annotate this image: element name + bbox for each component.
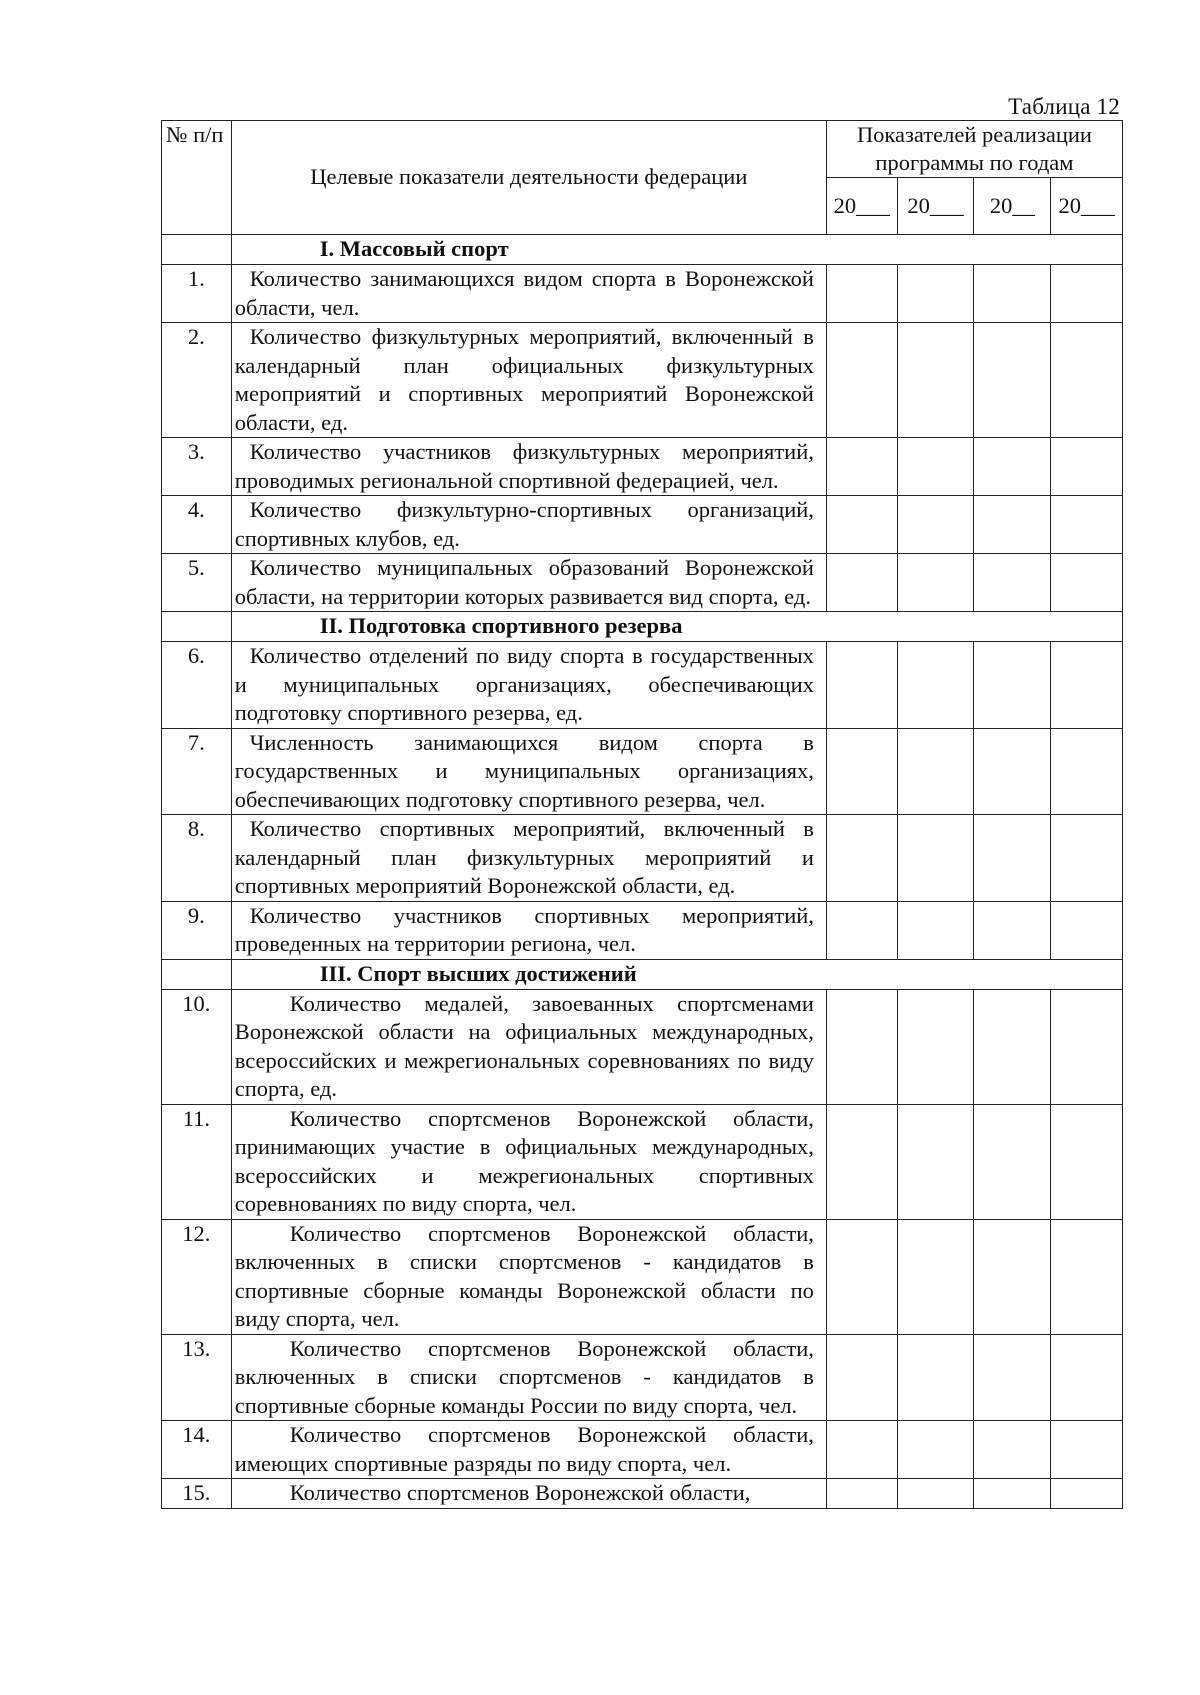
table-row xyxy=(162,323,1123,438)
table-row xyxy=(162,1334,1123,1421)
row-number: 14. xyxy=(162,1421,232,1479)
header-indicators: Целевые показатели деятельности федерации xyxy=(231,121,826,235)
year-value-cell xyxy=(1051,728,1123,815)
year-value-cell xyxy=(826,265,897,323)
year-value-cell xyxy=(1051,1219,1123,1334)
year-value-cell xyxy=(826,554,897,612)
year-value-cell xyxy=(1051,323,1123,438)
year-value-cell xyxy=(826,1421,897,1479)
section-row xyxy=(162,612,1123,642)
row-number: 3. xyxy=(162,438,232,496)
table-row xyxy=(162,1479,1123,1509)
table-row xyxy=(162,496,1123,554)
table-row xyxy=(162,1219,1123,1334)
year-value-cell xyxy=(897,1104,974,1219)
section-title: II. Подготовка спортивного резерва xyxy=(231,612,1122,642)
year-value-cell xyxy=(826,728,897,815)
table-row xyxy=(162,1104,1123,1219)
year-value-cell xyxy=(1051,1104,1123,1219)
table-header xyxy=(162,121,1123,235)
row-description: Количество отделений по виду спорта в государственных и муниципальных организациях, обеспечивающих подготовку спортивного резерва, ед. xyxy=(231,642,826,729)
year-value-cell xyxy=(897,1479,974,1509)
year-value-cell xyxy=(974,1334,1051,1421)
row-number: 12. xyxy=(162,1219,232,1334)
year-value-cell xyxy=(826,642,897,729)
year-value-cell xyxy=(897,815,974,902)
year-value-cell xyxy=(1051,1421,1123,1479)
year-value-cell xyxy=(1051,1334,1123,1421)
year-value-cell xyxy=(974,1219,1051,1334)
header-num: № п/п xyxy=(162,121,232,235)
row-number: 4. xyxy=(162,496,232,554)
table-row xyxy=(162,1421,1123,1479)
section-row xyxy=(162,235,1123,265)
section-title: III. Спорт высших достижений xyxy=(231,959,1122,989)
row-description: Количество спортсменов Воронежской области, xyxy=(231,1479,826,1509)
header-years-group: Показателей реализации программы по годам xyxy=(826,121,1122,178)
section-num-cell xyxy=(162,235,232,265)
row-description: Количество муниципальных образований Воронежской области, на территории которых развивается вид спорта, ед. xyxy=(231,554,826,612)
indicators-table xyxy=(161,120,1123,1509)
year-value-cell xyxy=(974,438,1051,496)
year-value-cell xyxy=(1051,1479,1123,1509)
row-description: Количество спортсменов Воронежской области, принимающих участие в официальных международных, всероссийских и межрегиональных спортивных соревнованиях по виду спорта, чел. xyxy=(231,1104,826,1219)
row-description: Количество физкультурных мероприятий, включенный в календарный план официальных физкультурных мероприятий и спортивных мероприятий Воронежской области, ед. xyxy=(231,323,826,438)
section-num-cell xyxy=(162,612,232,642)
row-description: Количество спортивных мероприятий, включенный в календарный план физкультурных мероприятий и спортивных мероприятий Воронежской области, ед. xyxy=(231,815,826,902)
year-value-cell xyxy=(974,989,1051,1104)
row-description: Количество участников физкультурных мероприятий, проводимых региональной спортивной федерацией, чел. xyxy=(231,438,826,496)
year-value-cell xyxy=(897,989,974,1104)
year-value-cell xyxy=(974,642,1051,729)
row-description: Количество спортсменов Воронежской области, включенных в списки спортсменов - кандидатов в спортивные сборные команды России по виду спорта, чел. xyxy=(231,1334,826,1421)
year-value-cell xyxy=(1051,554,1123,612)
year-value-cell xyxy=(897,1334,974,1421)
table-body xyxy=(162,235,1123,1509)
table-row xyxy=(162,642,1123,729)
header-year: 20___ xyxy=(897,178,974,235)
section-title: I. Массовый спорт xyxy=(231,235,1122,265)
year-value-cell xyxy=(974,323,1051,438)
year-value-cell xyxy=(974,554,1051,612)
year-value-cell xyxy=(826,815,897,902)
year-value-cell xyxy=(826,989,897,1104)
year-value-cell xyxy=(897,728,974,815)
year-value-cell xyxy=(897,265,974,323)
year-value-cell xyxy=(826,323,897,438)
year-value-cell xyxy=(1051,642,1123,729)
table-row xyxy=(162,815,1123,902)
year-value-cell xyxy=(974,1421,1051,1479)
header-year: 20___ xyxy=(826,178,897,235)
year-value-cell xyxy=(1051,438,1123,496)
year-value-cell xyxy=(897,438,974,496)
row-number: 8. xyxy=(162,815,232,902)
year-value-cell xyxy=(826,1219,897,1334)
year-value-cell xyxy=(974,265,1051,323)
table-caption: Таблица 12 xyxy=(1008,94,1120,119)
row-description: Количество физкультурно-спортивных организаций, спортивных клубов, ед. xyxy=(231,496,826,554)
year-value-cell xyxy=(974,496,1051,554)
year-value-cell xyxy=(1051,496,1123,554)
row-number: 6. xyxy=(162,642,232,729)
section-num-cell xyxy=(162,959,232,989)
table-row xyxy=(162,438,1123,496)
row-description: Количество спортсменов Воронежской области, включенных в списки спортсменов - кандидатов в спортивные сборные команды Воронежской области по виду спорта, чел. xyxy=(231,1219,826,1334)
row-description: Численность занимающихся видом спорта в государственных и муниципальных организациях, обеспечивающих подготовку спортивного резерва, чел. xyxy=(231,728,826,815)
section-row xyxy=(162,959,1123,989)
header-year: 20__ xyxy=(974,178,1051,235)
row-description: Количество спортсменов Воронежской области, имеющих спортивные разряды по виду спорта, чел. xyxy=(231,1421,826,1479)
row-description: Количество участников спортивных мероприятий, проведенных на территории региона, чел. xyxy=(231,901,826,959)
table-row xyxy=(162,989,1123,1104)
year-value-cell xyxy=(897,496,974,554)
table-row xyxy=(162,265,1123,323)
row-number: 2. xyxy=(162,323,232,438)
year-value-cell xyxy=(897,554,974,612)
row-description: Количество занимающихся видом спорта в Воронежской области, чел. xyxy=(231,265,826,323)
year-value-cell xyxy=(897,1219,974,1334)
year-value-cell xyxy=(826,1104,897,1219)
row-number: 10. xyxy=(162,989,232,1104)
header-year: 20___ xyxy=(1051,178,1123,235)
year-value-cell xyxy=(974,815,1051,902)
year-value-cell xyxy=(826,1479,897,1509)
year-value-cell xyxy=(897,901,974,959)
year-value-cell xyxy=(1051,265,1123,323)
year-value-cell xyxy=(974,901,1051,959)
year-value-cell xyxy=(1051,815,1123,902)
year-value-cell xyxy=(1051,989,1123,1104)
table-row xyxy=(162,901,1123,959)
row-number: 5. xyxy=(162,554,232,612)
year-value-cell xyxy=(897,1421,974,1479)
row-number: 15. xyxy=(162,1479,232,1509)
row-number: 13. xyxy=(162,1334,232,1421)
row-number: 9. xyxy=(162,901,232,959)
table-row xyxy=(162,728,1123,815)
year-value-cell xyxy=(974,728,1051,815)
year-value-cell xyxy=(826,496,897,554)
year-value-cell xyxy=(826,438,897,496)
row-number: 1. xyxy=(162,265,232,323)
year-value-cell xyxy=(974,1104,1051,1219)
row-number: 11. xyxy=(162,1104,232,1219)
year-value-cell xyxy=(897,642,974,729)
table-row xyxy=(162,554,1123,612)
year-value-cell xyxy=(1051,901,1123,959)
year-value-cell xyxy=(826,901,897,959)
year-value-cell xyxy=(826,1334,897,1421)
year-value-cell xyxy=(974,1479,1051,1509)
year-value-cell xyxy=(897,323,974,438)
row-number: 7. xyxy=(162,728,232,815)
row-description: Количество медалей, завоеванных спортсменами Воронежской области на официальных международных, всероссийских и межрегиональных соревнованиях по виду спорта, ед. xyxy=(231,989,826,1104)
